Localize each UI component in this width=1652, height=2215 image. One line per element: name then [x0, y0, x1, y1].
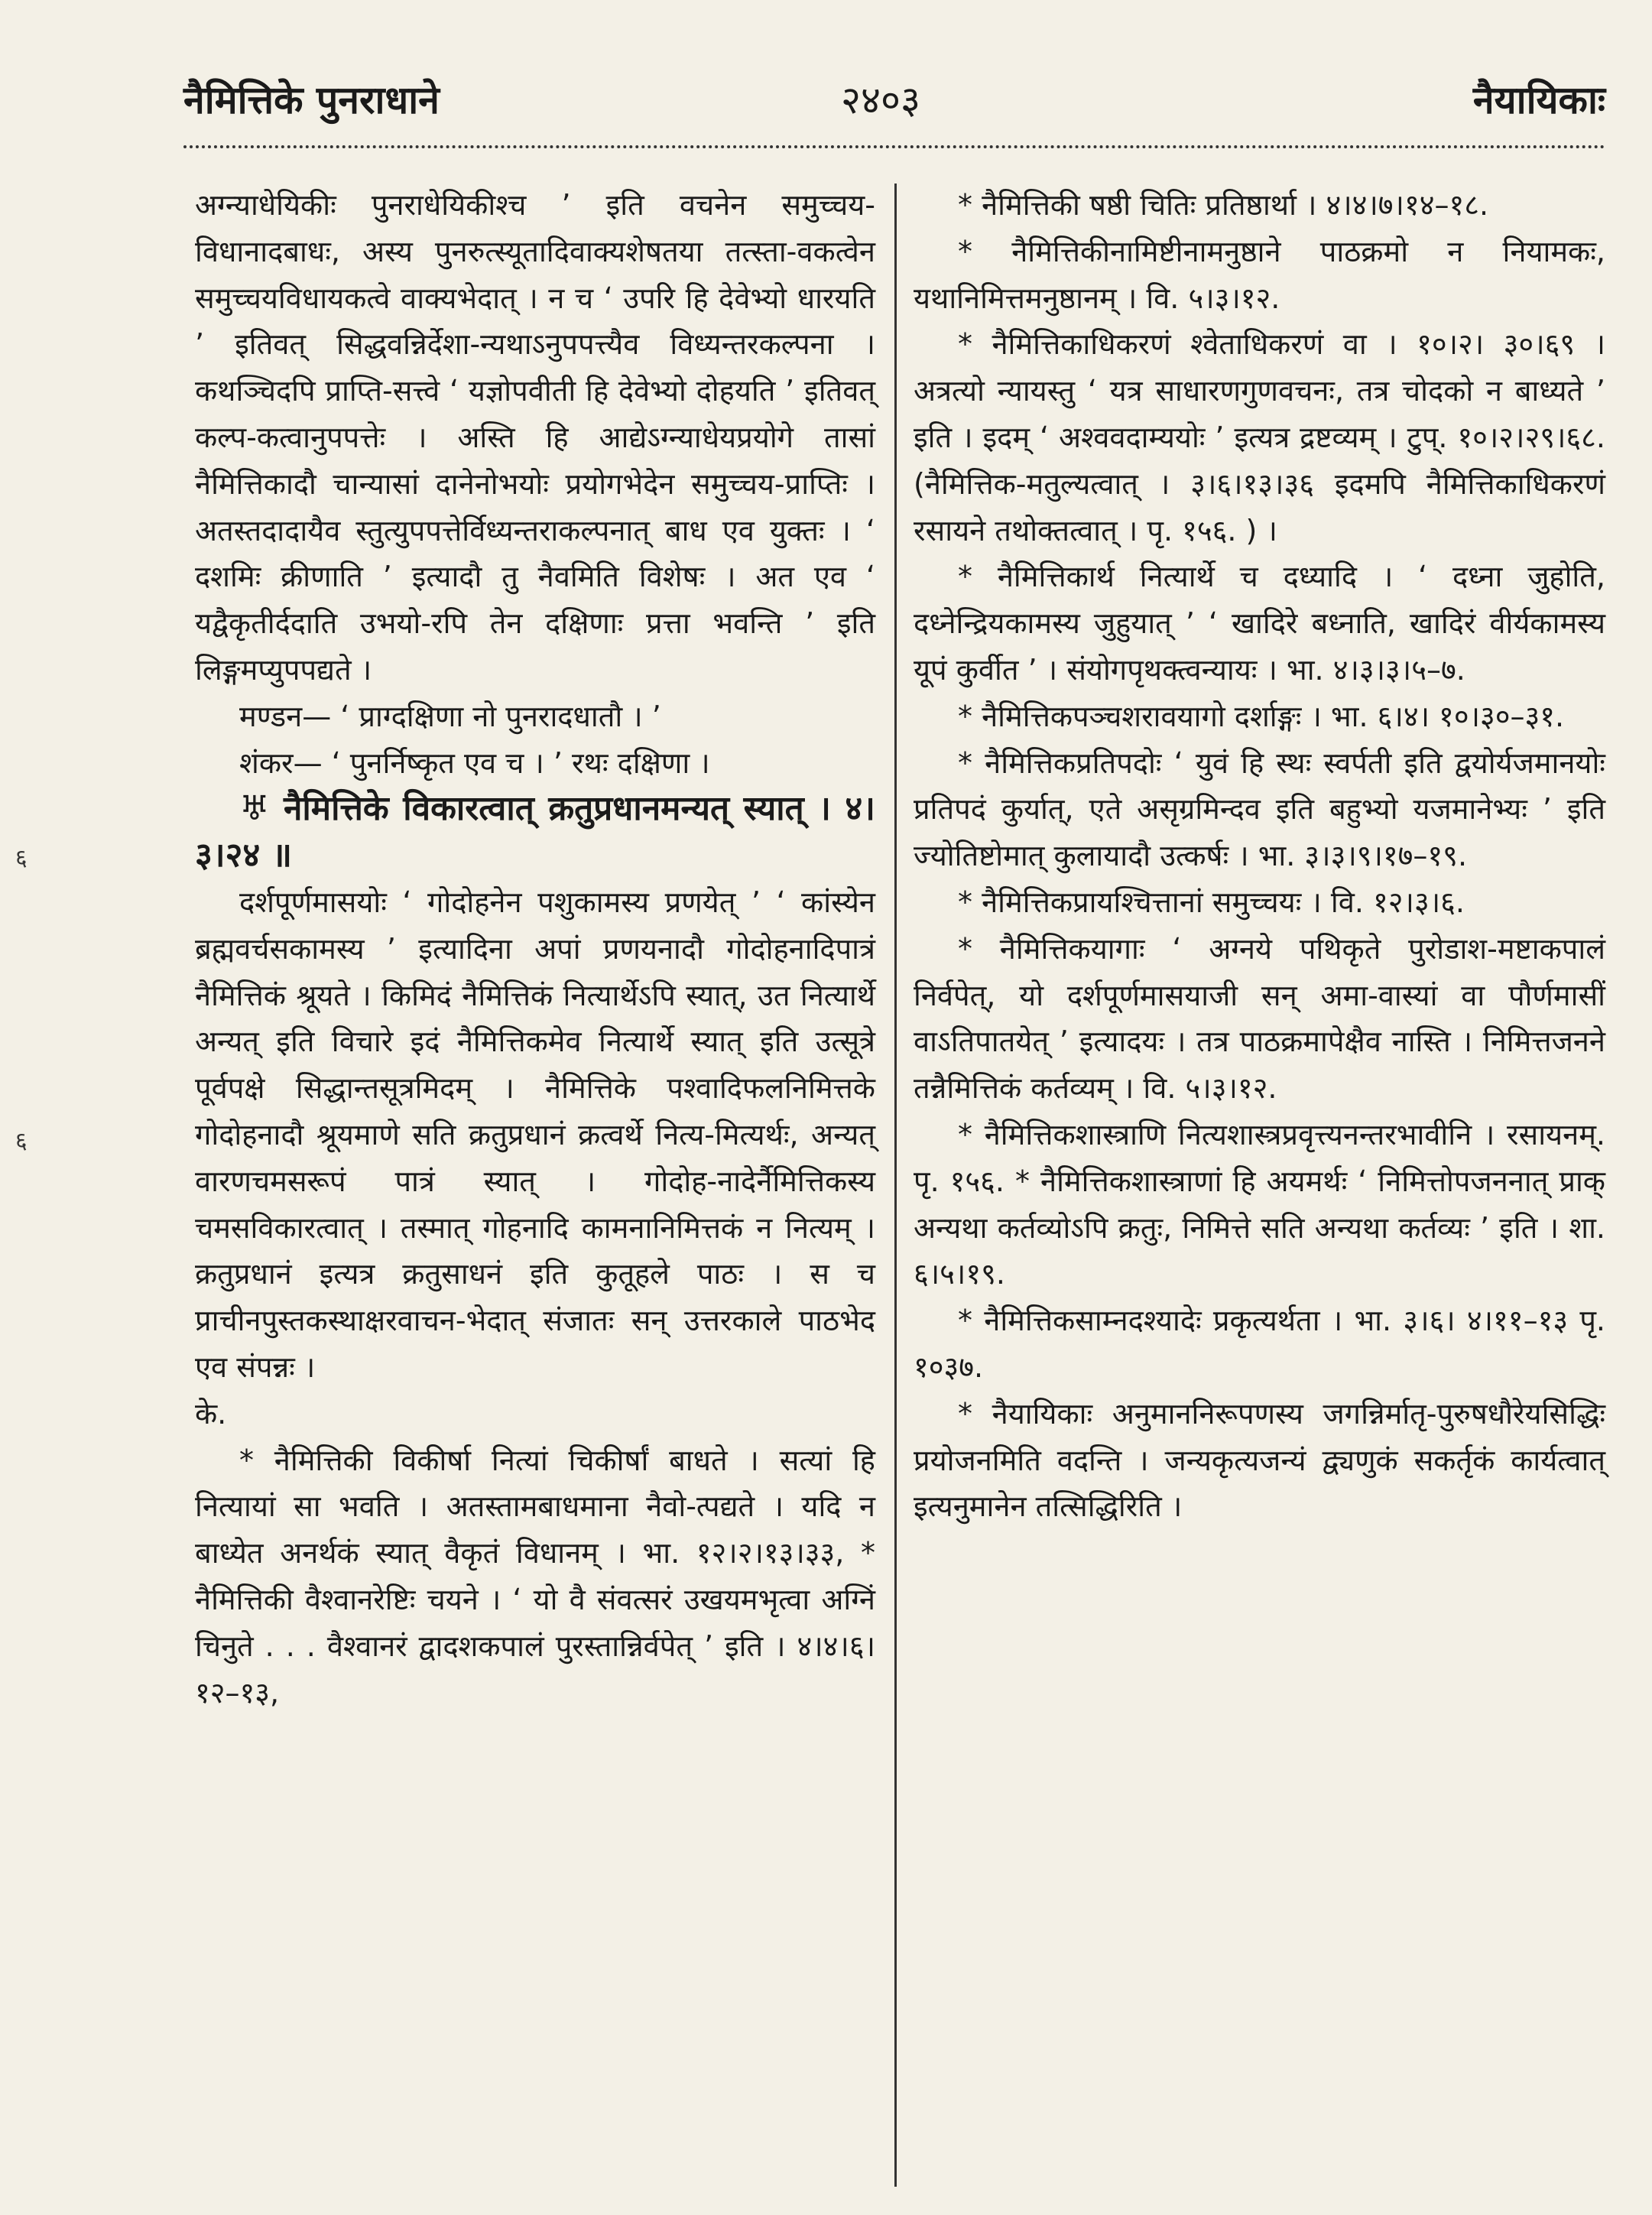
paragraph: * नैमित्तिकपञ्चशरावयागो दर्शाङ्गः । भा. ६।४। १०।३०–३१.: [958, 699, 1565, 733]
paragraph: के.: [195, 1396, 227, 1431]
header-rule: [183, 145, 1605, 148]
paragraph: दर्शपूर्णमासयोः ‘ गोदोहनेन पशुकामस्य प्रणयेत् ’ ‘ कांस्येन ब्रह्मवर्चसकामस्य ’ इत्यादिना अपां प्रणयनादौ गोदोहनादिपात्रं नैमित्तिकं श्रूयते । किमिदं नैमित्तिकं नित्यार्थेऽपि स्यात्, उत नित्यार्थे अन्यत् इति विचारे इदं नैमित्तिकमेव नित्यार्थे स्यात् इति उत्सूत्रे पूर्वपक्षे सिद्धान्तसूत्रमिदम् । नैमित्तिके पश्वादिफलनिमित्तके गोदोहनादौ श्रूयमाणे सति क्रतुप्रधानं क्रत्वर्थे नित्य-मित्यर्थः, अन्यत् वारणचमसरूपं पात्रं स्यात् । गोदोह-नादेर्नैमित्तिकस्य चमसविकारत्वात् । तस्मात् गोहनादि कामनानिमित्तकं न नित्यम् । क्रतुप्रधानं इत्यत्र क्रतुसाधनं इति कुतूहले पाठः । स च प्राचीनपुस्तकस्थाक्षरवाचन-भेदात् संजातः सन् उत्तरकाले पाठभेद एव संपन्नः ।: [195, 885, 875, 1384]
page-header: [183, 73, 1605, 141]
paragraph: * नैमित्तिकी षष्ठी चितिः प्रतिष्ठार्था । ४।४।७।१४–१८.: [958, 188, 1489, 222]
paragraph: * नैमित्तिकसाम्नदश्यादेः प्रकृत्यर्थता । भा. ३।६। ४।११–१३ पृ. १०३७.: [914, 1304, 1605, 1384]
page-number: २४०३: [841, 78, 920, 122]
running-head-right: नैयायिकाः: [1472, 78, 1605, 122]
paragraph: शंकर— ‘ पुनर्निष्कृत एव च । ’ रथः दक्षिणा ।: [239, 745, 710, 780]
paragraph: * नैमित्तिकप्रायश्चित्तानां समुच्चयः । वि. १२।३।६.: [958, 885, 1465, 919]
paragraph: * नैमित्तिकाधिकरणं श्वेताधिकरणं वा । १०।२। ३०।६९ । अत्रत्यो न्यायस्तु ‘ यत्र साधारणगुणवचनः, तत्र चोदको न बाध्यते ’ इति । इदम् ‘ अश्ववदाम्ययोः ’ इत्यत्र द्रष्टव्यम् । टुप्. १०।२।२९।६८. (नैमित्तिक-मतुल्यत्वात् । ३।६।१३।३६ इदमपि नैमित्तिकाधिकरणं रसायने तथोक्तत्वात् । पृ. १५६. ) ।: [914, 327, 1605, 547]
margin-mark: ६: [15, 1128, 28, 1155]
running-head-left: नैमित्तिके पुनराधाने: [183, 78, 440, 122]
column-divider: [894, 184, 897, 2187]
sutra-heading: ♅ नैमित्तिके विकारत्वात् क्रतुप्रधानमन्यत् स्यात् । ४।३।२४ ॥: [195, 789, 875, 875]
paragraph: * नैमित्तिकार्थ नित्यार्थे च दध्यादि । ‘ दध्ना जुहोति, दध्नेन्द्रियकामस्य जुहुयात् ’ ‘ खादिरे बध्नाति, खादिरं वीर्यकामस्य यूपं कुर्वीत ’ । संयोगपृथक्त्वन्यायः । भा. ४।३।३।५–७.: [914, 560, 1605, 687]
margin-mark: ६: [15, 845, 28, 872]
paragraph: * नैमित्तिकशास्त्राणि नित्यशास्त्रप्रवृत्त्यनन्तरभावीनि । रसायनम्. पृ. १५६. * नैमित्तिकशास्त्राणां हि अयमर्थः ‘ निमित्तोपजननात् प्राक् अन्यथा कर्तव्योऽपि क्रतुः, निमित्ते सति अन्यथा कर्तव्यः ’ इति । शा. ६।५।१९.: [914, 1117, 1605, 1291]
left-column: [195, 182, 875, 1716]
paragraph: * नैमित्तिकी विकीर्षा नित्यां चिकीर्षां बाधते । सत्यां हि नित्यायां सा भवति । अतस्तामबाधमाना नैवो-त्पद्यते । यदि न बाध्येत अनर्थकं स्यात् वैकृतं विधानम् । भा. १२।२।१३।३३, * नैमित्तिकी वैश्वानरेष्टिः चयने । ‘ यो वै संवत्सरं उखयमभृत्वा अग्निं चिनुते . . . वैश्वानरं द्वादशकपालं पुरस्तान्निर्वपेत् ’ इति । ४।४।६।१२–१३,: [195, 1443, 875, 1710]
paragraph: * नैमित्तिकयागाः ‘ अग्नये पथिकृते पुरोडाश-मष्टाकपालं निर्वपेत्, यो दर्शपूर्णमासयाजी सन् अमा-वास्यां वा पौर्णमासीं वाऽतिपातयेत् ’ इत्यादयः । तत्र पाठक्रमापेक्षैव नास्ति । निमित्तजनने तन्नैमित्तिकं कर्तव्यम् । वि. ५।३।१२.: [914, 931, 1605, 1106]
right-column: [914, 182, 1605, 1530]
paragraph: * नैमित्तिकीनामिष्टीनामनुष्ठाने पाठक्रमो न नियामकः, यथानिमित्तमनुष्ठानम् । वि. ५।३।१२.: [914, 234, 1605, 315]
paragraph: मण्डन— ‘ प्राग्दक्षिणा नो पुनरादधातौ । ’: [239, 699, 661, 733]
paragraph: * नैयायिकाः अनुमाननिरूपणस्य जगन्निर्मातृ-पुरुषधौरेयसिद्धिः प्रयोजनमिति वदन्ति । जन्यकृत्यजन्यं द्व्यणुकं सकर्तृकं कार्यत्वात् इत्यनुमानेन तत्सिद्धिरिति ।: [914, 1396, 1605, 1524]
paragraph: अग्न्याधेयिकीः पुनराधेयिकीश्च ’ इति वचनेन समुच्चय-विधानादबाधः, अस्य पुनरुत्स्यूतादिवाक्यशेषतया तत्स्ता-वकत्वेन समुच्चयविधायकत्वे वाक्यभेदात् । न च ‘ उपरि हि देवेभ्यो धारयति ’ इतिवत् सिद्धवन्निर्देशा-न्यथाऽनुपपत्त्यैव विध्यन्तरकल्पना । कथञ्चिदपि प्राप्ति-सत्त्वे ‘ यज्ञोपवीती हि देवेभ्यो दोहयति ’ इतिवत् कल्प-कत्वानुपपत्तेः । अस्ति हि आद्येऽग्न्याधेयप्रयोगे तासां नैमित्तिकादौ चान्यासां दानेनोभयोः प्रयोगभेदेन समुच्चय-प्राप्तिः । अतस्तदादायैव स्तुत्युपपत्तेर्विध्यन्तराकल्पनात् बाध एव युक्तः । ‘ दशमिः क्रीणाति ’ इत्यादौ तु नैवमिति विशेषः । अत एव ‘ यद्वैकृतीर्ददाति उभयो-रपि तेन दक्षिणाः प्रत्ता भवन्ति ’ इति लिङ्गमप्युपपद्यते ।: [195, 188, 875, 687]
paragraph: * नैमित्तिकप्रतिपदोः ‘ युवं हि स्थः स्वर्पती इति द्वयोर्यजमानयोः प्रतिपदं कुर्यात्, एते असृग्रमिन्दव इति बहुभ्यो यजमानेभ्यः ’ इति ज्योतिष्टोमात् कुलायादौ उत्कर्षः । भा. ३।३।९।१७–१९.: [914, 745, 1605, 873]
